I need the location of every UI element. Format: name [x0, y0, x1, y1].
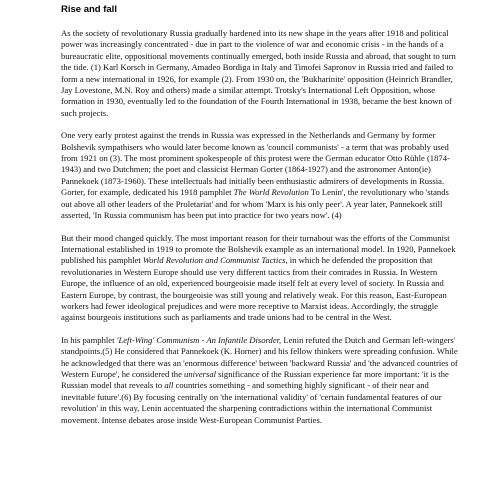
paragraph-text: Lenin refuted the Dutch and German left-wingers' standpoints.(5) He considered that Pannekoek (K. Horner) and his fellow thinkers were spreading confusion. While he acknowledged that there was an 'enormous difference' between 'backward Russia' and 'the advanced countries of Western Europe', he considered the — [61, 334, 458, 379]
section-heading: Rise and fall — [61, 4, 117, 15]
italic-title-text: all — [164, 380, 174, 391]
paragraph-text: countries something - and something highly significant - of their near and inevitable future'.(6) By focusing centrally on 'the international validity' of 'certain fundamental features of our revolution' in this way, Lenin accentuated the sharpening contradictions within the international Communist movement. Intense debates arose inside West-European Communist Parties. — [61, 380, 442, 425]
document-page — [61, 4, 459, 426]
italic-title-text: 'Left-Wing' Communism - An Infantile Disorder, — [116, 334, 282, 345]
italic-title-text: universal — [184, 368, 217, 379]
paragraph-text: In his pamphlet — [61, 334, 117, 345]
paragraph-text: But their mood changed quickly. The most important reason for their turnabout was the efforts of the Communist International established in 1919 to promote the Bolshevik example as an international model. In 1920, Pannekoek published his pamphlet — [61, 232, 456, 266]
document-body — [61, 28, 459, 426]
italic-title-text: The World Revolution — [233, 187, 309, 198]
paragraph-text: To Lenin', the revolutionary who 'stands out above all other leaders of the Proletariat' and for whom 'Marx is his only peer'. A year later, Pannekoek still asserted, 'In Russia communism has been put into practice for two years now'. (4) — [61, 187, 449, 221]
italic-title-text: World Revolution and Communist Tactics, — [142, 255, 288, 266]
paragraph-text: As the society of revolutionary Russia gradually hardened into its new shape in the years after 1918 and political power was increasingly concentrated - due in part to the violence of war and economic crisis - in the hands of a bureaucratic elite, oppositional movements continually emerged, both inside Russia and abroad, that sought to turn the tide. (1) Karl Korsch in Germany, Amadeo Bordiga in Italy and Timofei Sapronov in Russia tried and failed to form a new international in 1926, for example (2). From 1930 on, the 'Bukharinite' opposition (Heinrich Brandler, Jay Lovestone, M.N. Roy and others) made a similar attempt. Trotsky's International Left Opposition, whose formation in 1930, eventually led to the foundation of the Fourth International in 1938, became the best known of such projects. — [61, 28, 456, 118]
paragraph-text: One very early protest against the trends in Russia was expressed in the Netherlands and Germany by former Bolshevik sympathisers who would later become known as 'council communists' - a term that was probably used from 1921 on (3). The most prominent spokespeople of this protest were the German educator Otto Rühle (1874-1943) and two Dutchmen; the poet and classicist Herman Gorter (1864-1927) and the astronomer Anton(ie) Pannekoek (1873-1960). These intellectuals had initially been enthusiastic admirers of developments in Russia. Gorter, for example, dedicated his 1918 pamphlet — [61, 130, 450, 198]
paragraph — [61, 130, 459, 221]
paragraph-text: significance of the Russian experience far more important: 'it is the Russian model that reveals to — [61, 368, 449, 391]
paragraph — [61, 233, 459, 324]
paragraph — [61, 28, 459, 119]
paragraph-text: in which he defended the proposition that revolutionaries in Western Europe should use very different tactics from their comrades in Russia. In Western Europe, the influence of an old, experienced bourgeoisie made itself felt at every level of society. In Russia and Eastern Europe, by contrast, the bourgeoisie was still young and relatively weak. For this reason, East-European workers had fewer ideological prejudices and were more receptive to Marxist ideas. Accordingly, the struggle against bourgeois institutions such as parliaments and trade unions had to be central in the West. — [61, 255, 447, 323]
paragraph — [61, 335, 459, 426]
